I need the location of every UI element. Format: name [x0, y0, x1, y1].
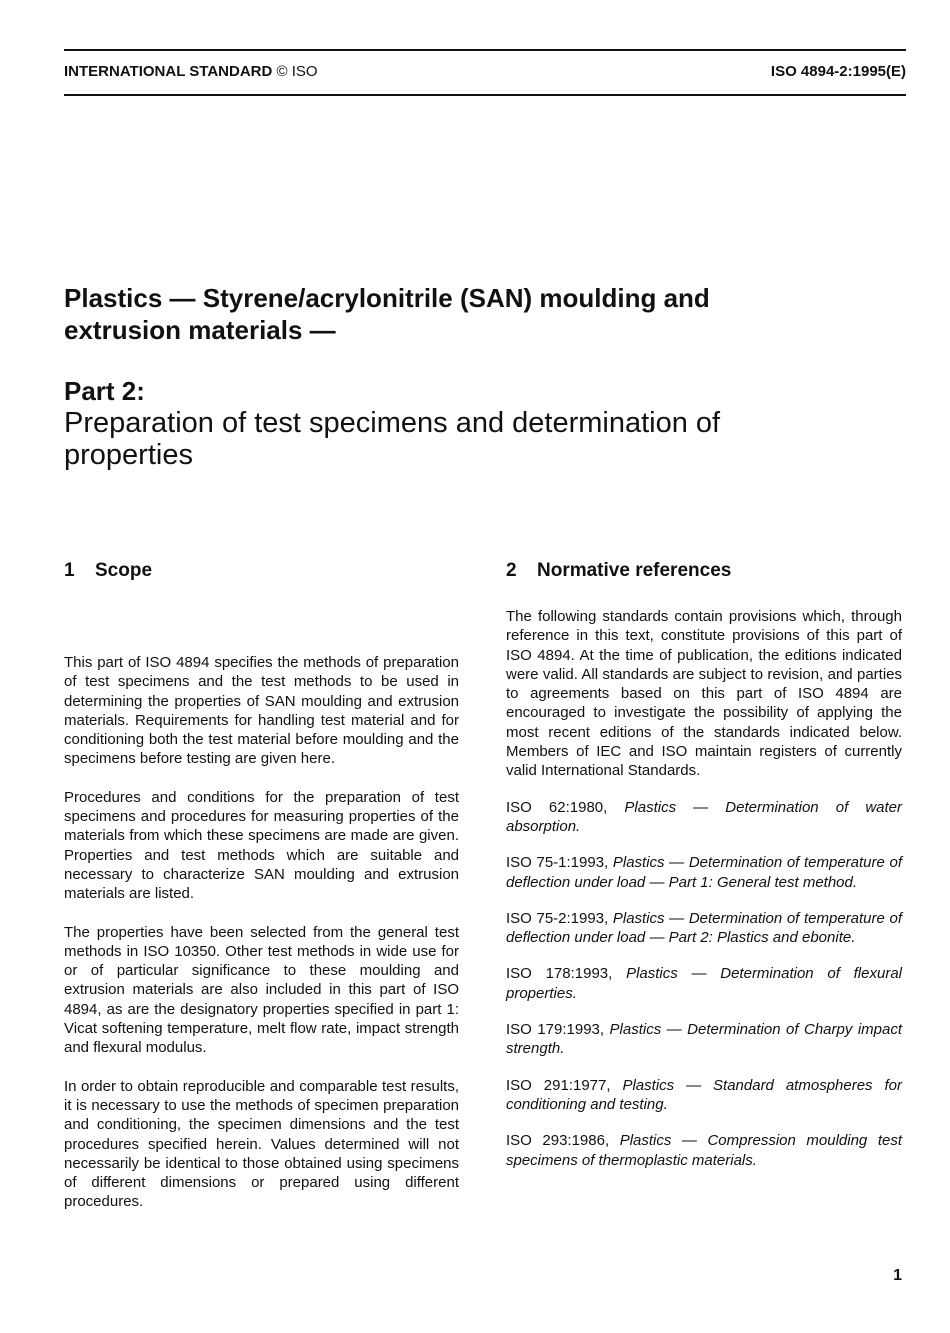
scope-paragraph: The properties have been selected from the general test methods in ISO 10350. Other test methods in wide use for or of particular significance to these moulding and extrusion materials are also included in this part of ISO 4894, as are the designatory properties specified in part 1: Vicat softening temperature, melt flow rate, impact strength and flexural modulus. — [64, 923, 459, 1057]
reference-item — [506, 1131, 902, 1170]
part-subtitle-line-2: properties — [64, 439, 193, 471]
scope-number: 1 — [64, 560, 75, 581]
scope-paragraph: Procedures and conditions for the preparation of test specimens and procedures for measuring properties of the materials from which these specimens are made are given. Properties and test methods which are suitable and necessary to characterize SAN moulding and extrusion materials are listed. — [64, 788, 459, 903]
header-left — [64, 63, 318, 80]
normative-intro: The following standards contain provisions which, through reference in this text, constitute provisions of this part of ISO 4894. At the time of publication, the editions indicated were valid. All standards are subject to revision, and parties to agreements based on this part of ISO 4894 are encouraged to investigate the possibility of applying the most recent editions of the standards indicated below. Members of IEC and ISO maintain registers of currently valid International Standards. — [506, 608, 902, 780]
document-title — [64, 282, 904, 346]
normative-number: 2 — [506, 560, 517, 581]
scope-heading — [64, 560, 459, 590]
scope-heading-text: Scope — [95, 560, 153, 581]
reference-title: Plastics — Determination of temperature of deflection under load — Part 1: General test method. — [506, 854, 903, 891]
scope-paragraph: In order to obtain reproducible and comparable test results, it is necessary to use the methods of specimen preparation and conditioning, the specimen dimensions and the test procedures specified herein. Values determined will not necessarily be identical to those obtained using specimens of different dimensions or prepared using different procedures. — [64, 1077, 459, 1211]
header-document-number: ISO 4894-2:1995(E) — [770, 63, 906, 80]
reference-code: ISO 293:1986, — [506, 1132, 610, 1150]
normative-heading-text: Normative references — [537, 560, 732, 581]
header-top-rule — [64, 49, 906, 51]
reference-item — [506, 1076, 902, 1115]
reference-code: ISO 75-1:1993, — [506, 854, 609, 872]
normative-references-section — [506, 560, 902, 1187]
title-line-1: Plastics — Styrene/acrylonitrile (SAN) moulding and — [64, 283, 710, 313]
reference-item — [506, 798, 902, 837]
normative-heading — [506, 560, 902, 590]
reference-title: Plastics — Determination of flexural properties. — [506, 965, 902, 1002]
reference-title: Plastics — Determination of water absorption. — [506, 798, 903, 835]
reference-code: ISO 62:1980, — [506, 798, 608, 816]
reference-code: ISO 179:1993, — [506, 1021, 605, 1039]
page-number: 1 — [893, 1267, 902, 1284]
reference-item — [506, 964, 902, 1003]
scope-paragraph: This part of ISO 4894 specifies the methods of preparation of test specimens and the test methods to be used in determining the properties of SAN moulding and extrusion materials. Requirements for handling test material and for conditioning both the test material before moulding and the specimens before testing are given here. — [64, 654, 459, 768]
header-standard-label: INTERNATIONAL STANDARD — [64, 63, 273, 80]
reference-title: Plastics — Determination of temperature of deflection under load — Part 2: Plastics and ebonite. — [506, 909, 903, 947]
reference-item — [506, 909, 902, 948]
reference-title: Plastics — Standard atmospheres for conditioning and testing. — [506, 1076, 902, 1113]
reference-code: ISO 178:1993, — [506, 965, 613, 983]
reference-item — [506, 853, 902, 892]
part-label: Part 2: — [64, 376, 145, 406]
reference-code: ISO 75-2:1993, — [506, 909, 609, 927]
scope-section — [64, 560, 459, 1231]
header-copyright: © ISO — [276, 63, 318, 80]
reference-title: Plastics — Determination of Charpy impact strength. — [506, 1021, 902, 1058]
reference-code: ISO 291:1977, — [506, 1076, 611, 1094]
reference-title: Plastics — Compression moulding test specimens of thermoplastic materials. — [506, 1132, 902, 1169]
header-bottom-rule — [64, 94, 906, 96]
reference-item — [506, 1020, 902, 1059]
part-subtitle-line-1: Preparation of test specimens and determination of — [64, 407, 721, 439]
title-line-2: extrusion materials — — [64, 315, 336, 345]
part-subtitle — [64, 407, 904, 471]
